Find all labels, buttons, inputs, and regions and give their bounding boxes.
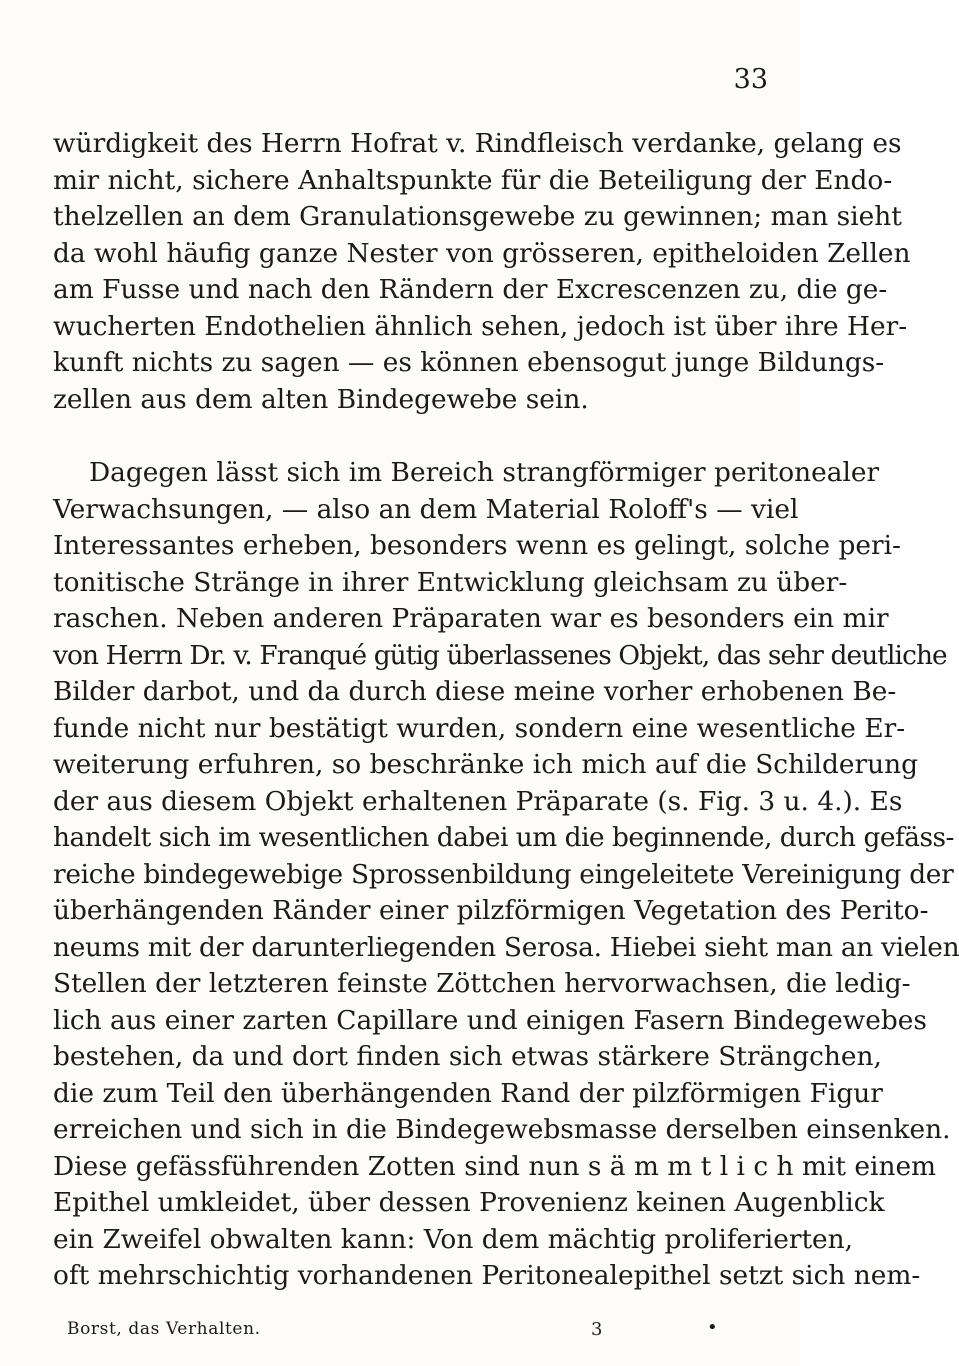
text-line: oft mehrschichtig vorhandenen Peritonealepithel setzt sich nem- [53, 1260, 921, 1291]
text-line: Epithel umkleidet, über dessen Provenienz keinen Augenblick [53, 1187, 885, 1218]
text-line: am Fusse und nach den Rändern der Excrescenzen zu, die ge- [53, 274, 888, 305]
text-line: Dagegen lässt sich im Bereich strangförmiger peritonealer [89, 457, 880, 488]
signature-mark: 3 [591, 1319, 604, 1340]
text-line: wucherten Endothelien ähnlich sehen, jedoch ist über ihre Her- [53, 310, 908, 342]
text-line: reiche bindegewebige Sprossenbildung eingeleitete Vereinigung der [53, 858, 954, 890]
text-line: überhängenden Ränder einer pilzförmigen Vegetation des Perito- [53, 895, 929, 926]
text-line: Verwachsungen, — also an dem Material Roloff's — viel [53, 493, 799, 525]
text-line: der aus diesem Objekt erhaltenen Präparate (s. Fig. 3 u. 4.). Es [53, 785, 903, 817]
page-footer [67, 1319, 775, 1339]
text-line: Diese gefässführenden Zotten sind nun s ä m m t l i c h mit einem [53, 1150, 937, 1182]
text-line: funde nicht nur bestätigt wurden, sondern eine wesentliche Er- [53, 712, 906, 744]
text-line: raschen. Neben anderen Präparaten war es besonders ein mir [53, 603, 889, 634]
text-line: weiterung erfuhren, so beschränke ich mich auf die Schilderung [53, 749, 918, 780]
text-line: bestehen, da und dort finden sich etwas stärkere Strängchen, [53, 1041, 882, 1072]
text-line: ein Zweifel obwalten kann: Von dem mächtig proliferierten, [53, 1223, 854, 1255]
footer-dot: • [707, 1317, 719, 1338]
text-line: da wohl häufig ganze Nester von grösseren, epitheloiden Zellen [53, 237, 911, 269]
text-line: tonitische Stränge in ihrer Entwicklung gleichsam zu über- [53, 566, 848, 598]
text-line: Bilder darbot, und da durch diese meine vorher erhobenen Be- [53, 676, 897, 707]
footer-title: Borst, das Verhalten. [67, 1319, 261, 1339]
text-line: kunft nichts zu sagen — es können ebensogut junge Bildungs- [53, 347, 885, 378]
text-line: von Herrn Dr. v. Franqué gütig überlassenes Objekt, das sehr deutliche [53, 639, 947, 671]
text-line: thelzellen an dem Granulationsgewebe zu gewinnen; man sieht [53, 201, 902, 232]
text-line: die zum Teil den überhängenden Rand der pilzförmigen Figur [53, 1077, 883, 1109]
text-line: neums mit der darunterliegenden Serosa. Hiebei sieht man an vielen [53, 931, 959, 963]
text-line: Stellen der letzteren feinste Zöttchen hervorwachsen, die ledig- [53, 968, 911, 999]
text-line: handelt sich im wesentlichen dabei um die beginnende, durch gefäss- [53, 822, 954, 853]
text-line: lich aus einer zarten Capillare und einigen Fasern Bindegewebes [53, 1004, 927, 1036]
text-line: mir nicht, sichere Anhaltspunkte für die Beteiligung der Endo- [53, 164, 893, 196]
text-line: zellen aus dem alten Bindegewebe sein. [53, 383, 589, 415]
text-line: Interessantes erheben, besonders wenn es gelingt, solche peri- [53, 530, 901, 561]
text-line: erreichen und sich in die Bindegewebsmasse derselben einsenken. [53, 1114, 951, 1145]
text-line: würdigkeit des Herrn Hofrat v. Rindfleisch verdanke, gelang es [53, 128, 902, 159]
page-number: 33 [733, 64, 768, 95]
